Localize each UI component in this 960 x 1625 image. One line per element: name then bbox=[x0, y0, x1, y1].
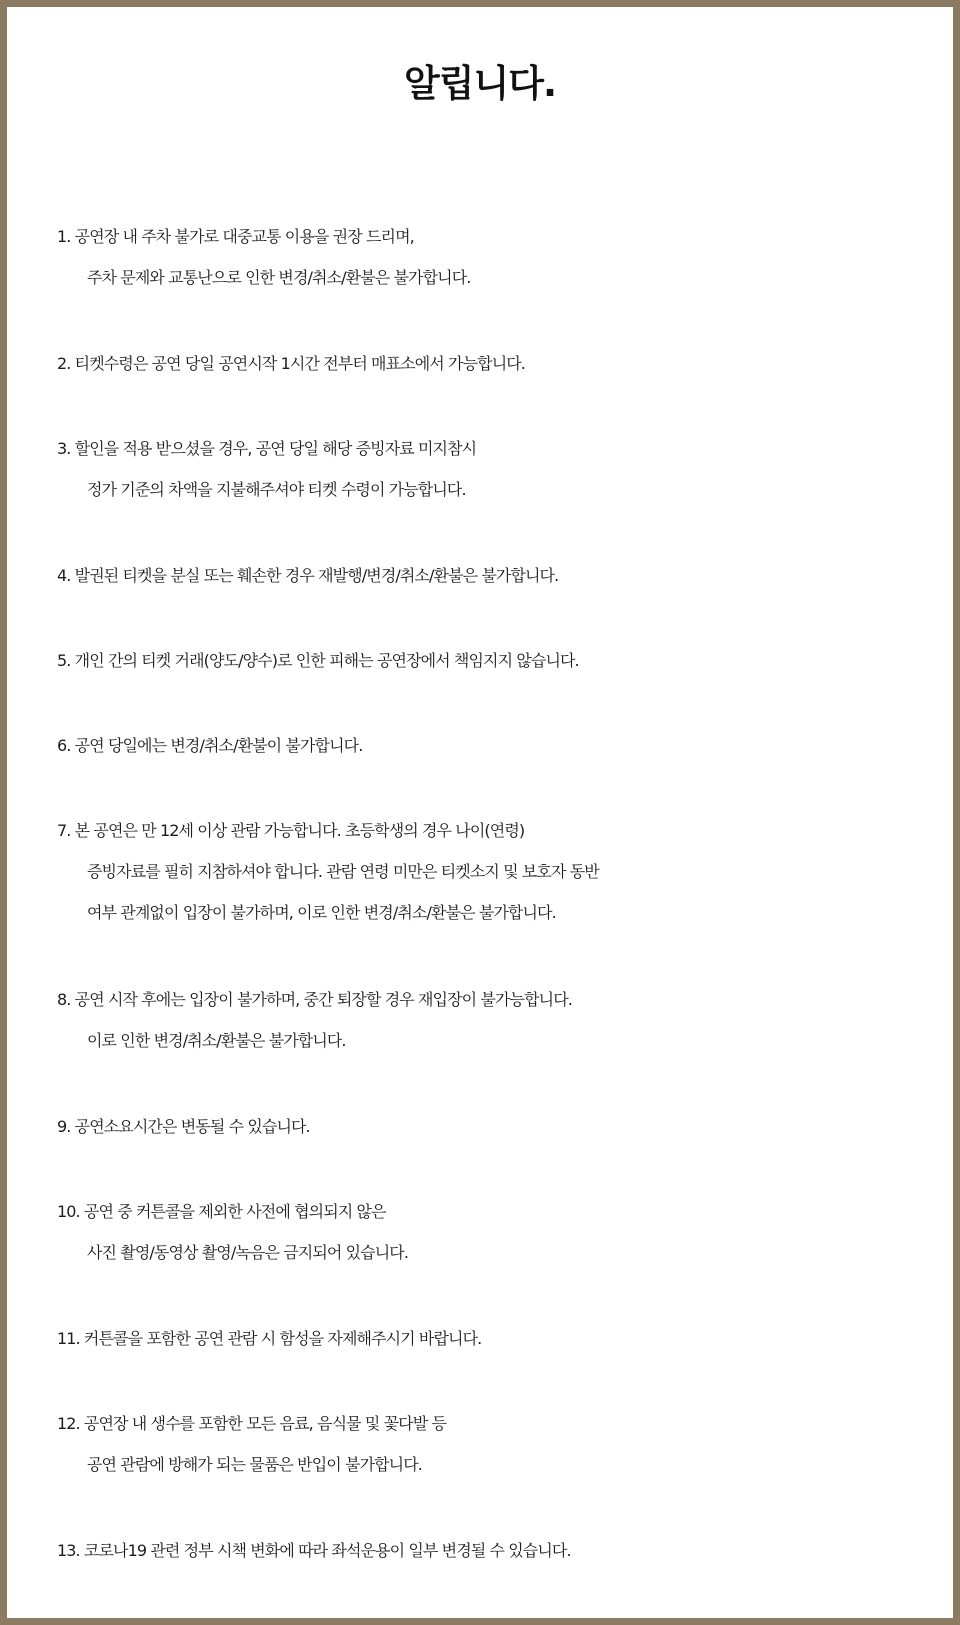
notice-line: 이로 인한 변경/취소/환불은 불가합니다. bbox=[87, 1031, 346, 1050]
notice-line: 공연 관람에 방해가 되는 물품은 반입이 불가합니다. bbox=[87, 1455, 422, 1474]
notice-line: 1. 공연장 내 주차 불가로 대중교통 이용을 권장 드리며, bbox=[57, 227, 414, 246]
notice-item-3 bbox=[57, 428, 947, 510]
notice-line: 3. 할인을 적용 받으셨을 경우, 공연 당일 해당 증빙자료 미지참시 bbox=[57, 439, 477, 458]
notice-item-11 bbox=[57, 1318, 947, 1359]
notice-line: 10. 공연 중 커튼콜을 제외한 사전에 협의되지 않은 bbox=[57, 1202, 386, 1221]
notice-item-8 bbox=[57, 979, 947, 1061]
notice-line: 5. 개인 간의 티켓 거래(양도/양수)로 인한 피해는 공연장에서 책임지지 않습니다. bbox=[57, 651, 579, 670]
page-title: 알립니다. bbox=[403, 62, 557, 105]
notice-item-2 bbox=[57, 343, 947, 384]
notice-line: 주차 문제와 교통난으로 인한 변경/취소/환불은 불가합니다. bbox=[87, 268, 471, 287]
notice-line: 정가 기준의 차액을 지불해주셔야 티켓 수령이 가능합니다. bbox=[87, 480, 466, 499]
notice-item-7 bbox=[57, 810, 947, 933]
notice-line: 6. 공연 당일에는 변경/취소/환불이 불가합니다. bbox=[57, 736, 363, 755]
notice-item-10 bbox=[57, 1191, 947, 1273]
notice-line: 13. 코로나19 관련 정부 시책 변화에 따라 좌석운용이 일부 변경될 수 있습니다. bbox=[57, 1541, 571, 1560]
notice-line: 4. 발권된 티켓을 분실 또는 훼손한 경우 재발행/변경/취소/환불은 불가합니다. bbox=[57, 566, 559, 585]
notice-line: 12. 공연장 내 생수를 포함한 모든 음료, 음식물 및 꽃다발 등 bbox=[57, 1414, 447, 1433]
notice-item-13 bbox=[57, 1530, 947, 1571]
notice-item-6 bbox=[57, 725, 947, 766]
notice-line: 증빙자료를 필히 지참하셔야 합니다. 관람 연령 미만은 티켓소지 및 보호자 동반 bbox=[87, 862, 599, 881]
notice-line: 11. 커튼콜을 포함한 공연 관람 시 함성을 자제해주시기 바랍니다. bbox=[57, 1329, 482, 1348]
notice-line: 9. 공연소요시간은 변동될 수 있습니다. bbox=[57, 1117, 310, 1136]
notice-item-12 bbox=[57, 1403, 947, 1485]
notice-item-4 bbox=[57, 555, 947, 596]
notice-line: 8. 공연 시작 후에는 입장이 불가하며, 중간 퇴장할 경우 재입장이 불가능합니다. bbox=[57, 990, 572, 1009]
notice-line: 2. 티켓수령은 공연 당일 공연시작 1시간 전부터 매표소에서 가능합니다. bbox=[57, 354, 525, 373]
notice-line: 여부 관계없이 입장이 불가하며, 이로 인한 변경/취소/환불은 불가합니다. bbox=[87, 903, 556, 922]
notice-item-5 bbox=[57, 640, 947, 681]
notice-item-1 bbox=[57, 216, 947, 298]
notice-item-9 bbox=[57, 1106, 947, 1147]
notice-line: 7. 본 공연은 만 12세 이상 관람 가능합니다. 초등학생의 경우 나이(연령) bbox=[57, 821, 525, 840]
notice-line: 사진 촬영/동영상 촬영/녹음은 금지되어 있습니다. bbox=[87, 1243, 409, 1262]
